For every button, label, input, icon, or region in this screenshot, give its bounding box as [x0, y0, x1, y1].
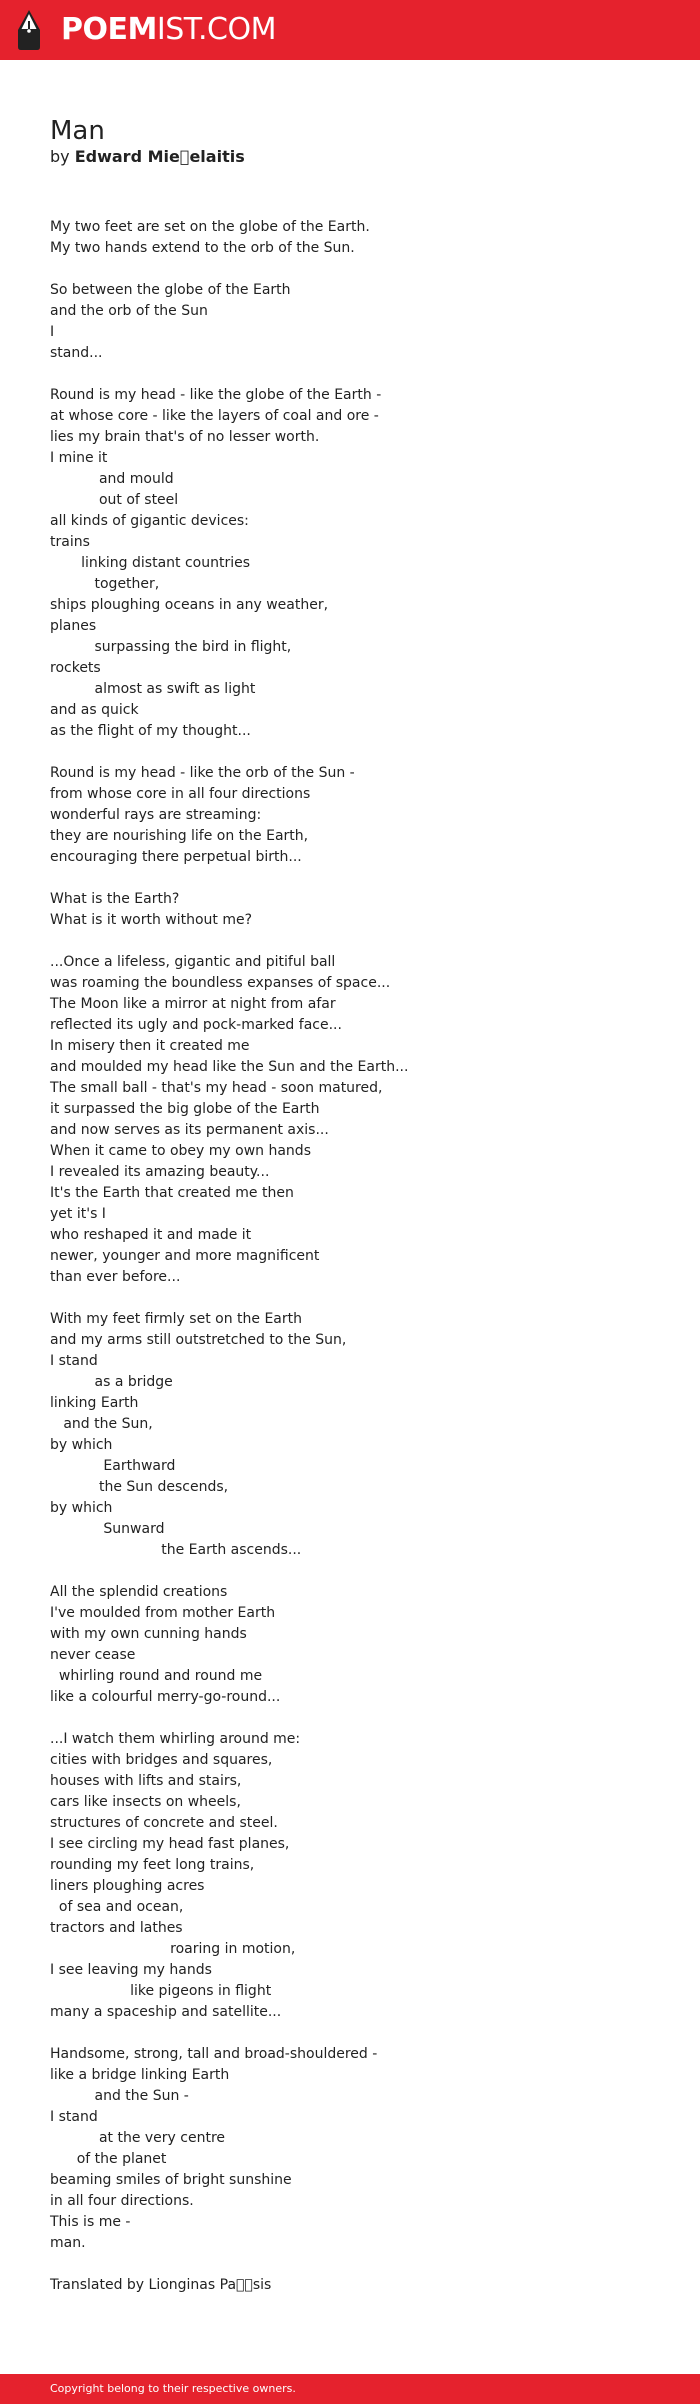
- poem-title: Man: [50, 116, 105, 146]
- author-name: Edward Mie elaitis: [74, 147, 245, 166]
- site-footer: [0, 2374, 700, 2404]
- byline: [50, 146, 245, 168]
- site-logo[interactable]: [61, 12, 276, 48]
- logo-name-bold: POEM: [61, 12, 157, 47]
- logo-name-light: IST.COM: [156, 12, 276, 47]
- copyright-notice: Copyright belong to their respective owners.: [50, 2382, 296, 2395]
- poem-text: My two feet are set on the globe of the Earth. My two hands extend to the orb of the Sun. So between the globe of the Earth and the orb of the Sun I stand... Round is my head - like the globe of the Earth - at whose core - like the layers of coal and ore - lies my brain that's of no lesser worth. I mine it and mould out of steel all kinds of gigantic devices: trains linking distant countries together, ships ploughing oceans in any weather, planes surpassing the bird in flight, rockets almost as swift as light and as quick as the flight of my thought... Round is my head - like the orb of the Sun - from whose core in all four directions wonderful rays are streaming: they are nourishing life on the Earth, encouraging there perpetual birth... What is the Earth? What is it worth without me? ...Once a lifeless, gigantic and pitiful ball was roaming the boundless expanses of space... The Moon like a mirror at night from afar reflected its ugly and pock-marked face... In misery then it created me and moulded my head like the Sun and the Earth... The small ball - that's my head - soon matured, it surpassed the big globe of the Earth and now serves as its permanent axis... When it came to obey my own hands I revealed its amazing beauty... It's the Earth that created me then yet it's I who reshaped it and made it newer, younger and more magnificent than ever before... With my feet firmly set on the Earth and my arms still outstretched to the Sun, I stand as a bridge linking Earth and the Sun, by which Earthward the Sun descends, by which Sunward the Earth ascends... All the splendid creations I've moulded from mother Earth with my own cunning hands never cease whirling round and round me like a colourful merry-go-round... ...I watch them whirling around me: cities with bridges and squares, houses with lifts and stairs, cars like insects on wheels, structures of concrete and steel. I see circling my head fast planes, rounding my feet long trains, liners ploughing acres of sea and ocean, tractors and lathes roaring in motion, I see leaving my hands like pigeons in flight many a spaceship and satellite... Handsome, strong, tall and broad-shouldered - like a bridge linking Earth and the Sun - I stand at the very centre of the planet beaming smiles of bright sunshine in all four directions. This is me - man. Translated by Lionginas Pa  sis: [50, 219, 409, 2293]
- site-header: [0, 0, 700, 60]
- pen-nib-icon[interactable]: [16, 9, 42, 51]
- byline-label: by: [50, 147, 70, 166]
